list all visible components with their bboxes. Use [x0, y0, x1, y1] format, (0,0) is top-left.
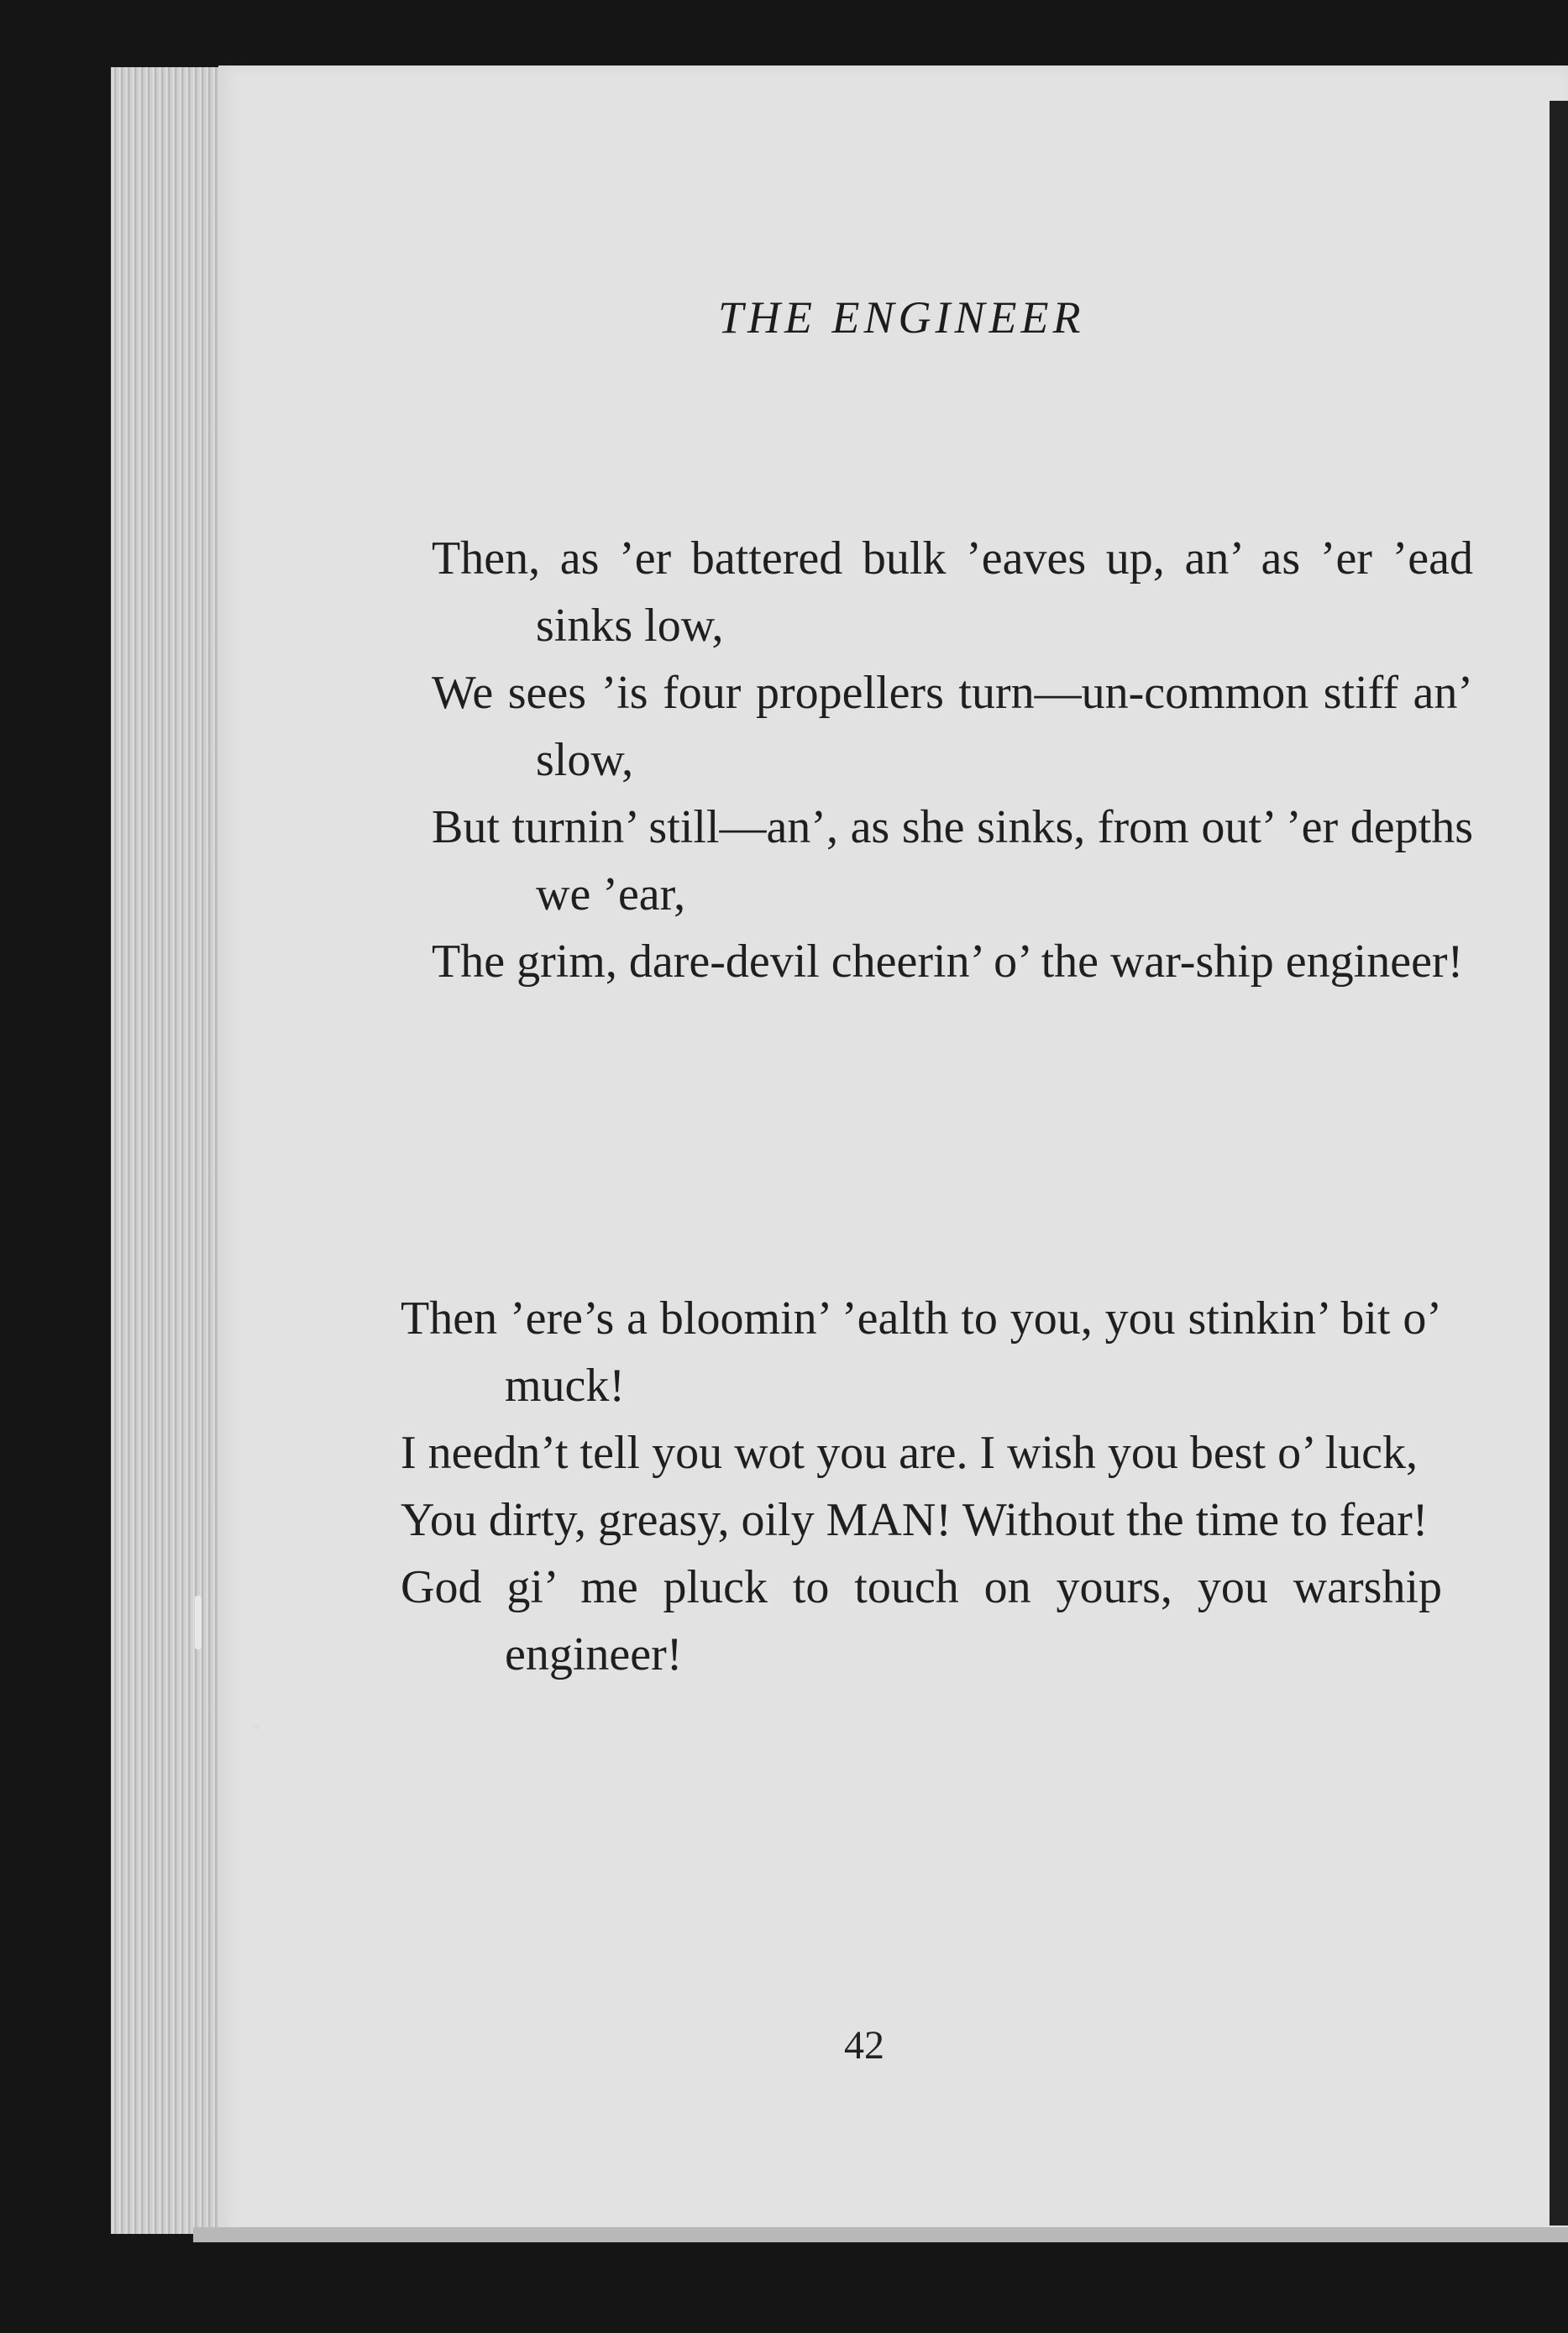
page-number: 42 [844, 2023, 884, 2068]
verse-line: I needn’t tell you wot you are. I wish you best o’ luck, [401, 1427, 1418, 1479]
binding-shadow [1550, 101, 1568, 2226]
verse-line: Then ’ere’s a bloomin’ ’ealth to you, you stinkin’ bit o’ muck! [401, 1292, 1442, 1412]
dust-speck [252, 1724, 260, 1729]
verse-line: The grim, dare-devil cheerin’ o’ the war-ship engineer! [432, 936, 1464, 988]
verse-line: We sees ’is four propellers turn—un-common stiff an’ slow, [432, 667, 1473, 786]
book-page [218, 66, 1568, 2239]
dust-speck [195, 1596, 202, 1649]
stanza-2 [401, 1285, 1442, 1688]
verse-line: You dirty, greasy, oily MAN! Without the time to fear! [401, 1494, 1429, 1546]
verse-line: God gi’ me pluck to touch on yours, you warship engineer! [401, 1561, 1442, 1680]
page-bottom-edge [193, 2227, 1568, 2242]
verse-line: But turnin’ still—an’, as she sinks, from out’ ’er depths we ’ear, [432, 801, 1473, 920]
stanza-1 [432, 525, 1473, 995]
running-head: THE ENGINEER [718, 292, 1085, 343]
verse-line: Then, as ’er battered bulk ’eaves up, an’ as ’er ’ead sinks low, [432, 532, 1473, 652]
